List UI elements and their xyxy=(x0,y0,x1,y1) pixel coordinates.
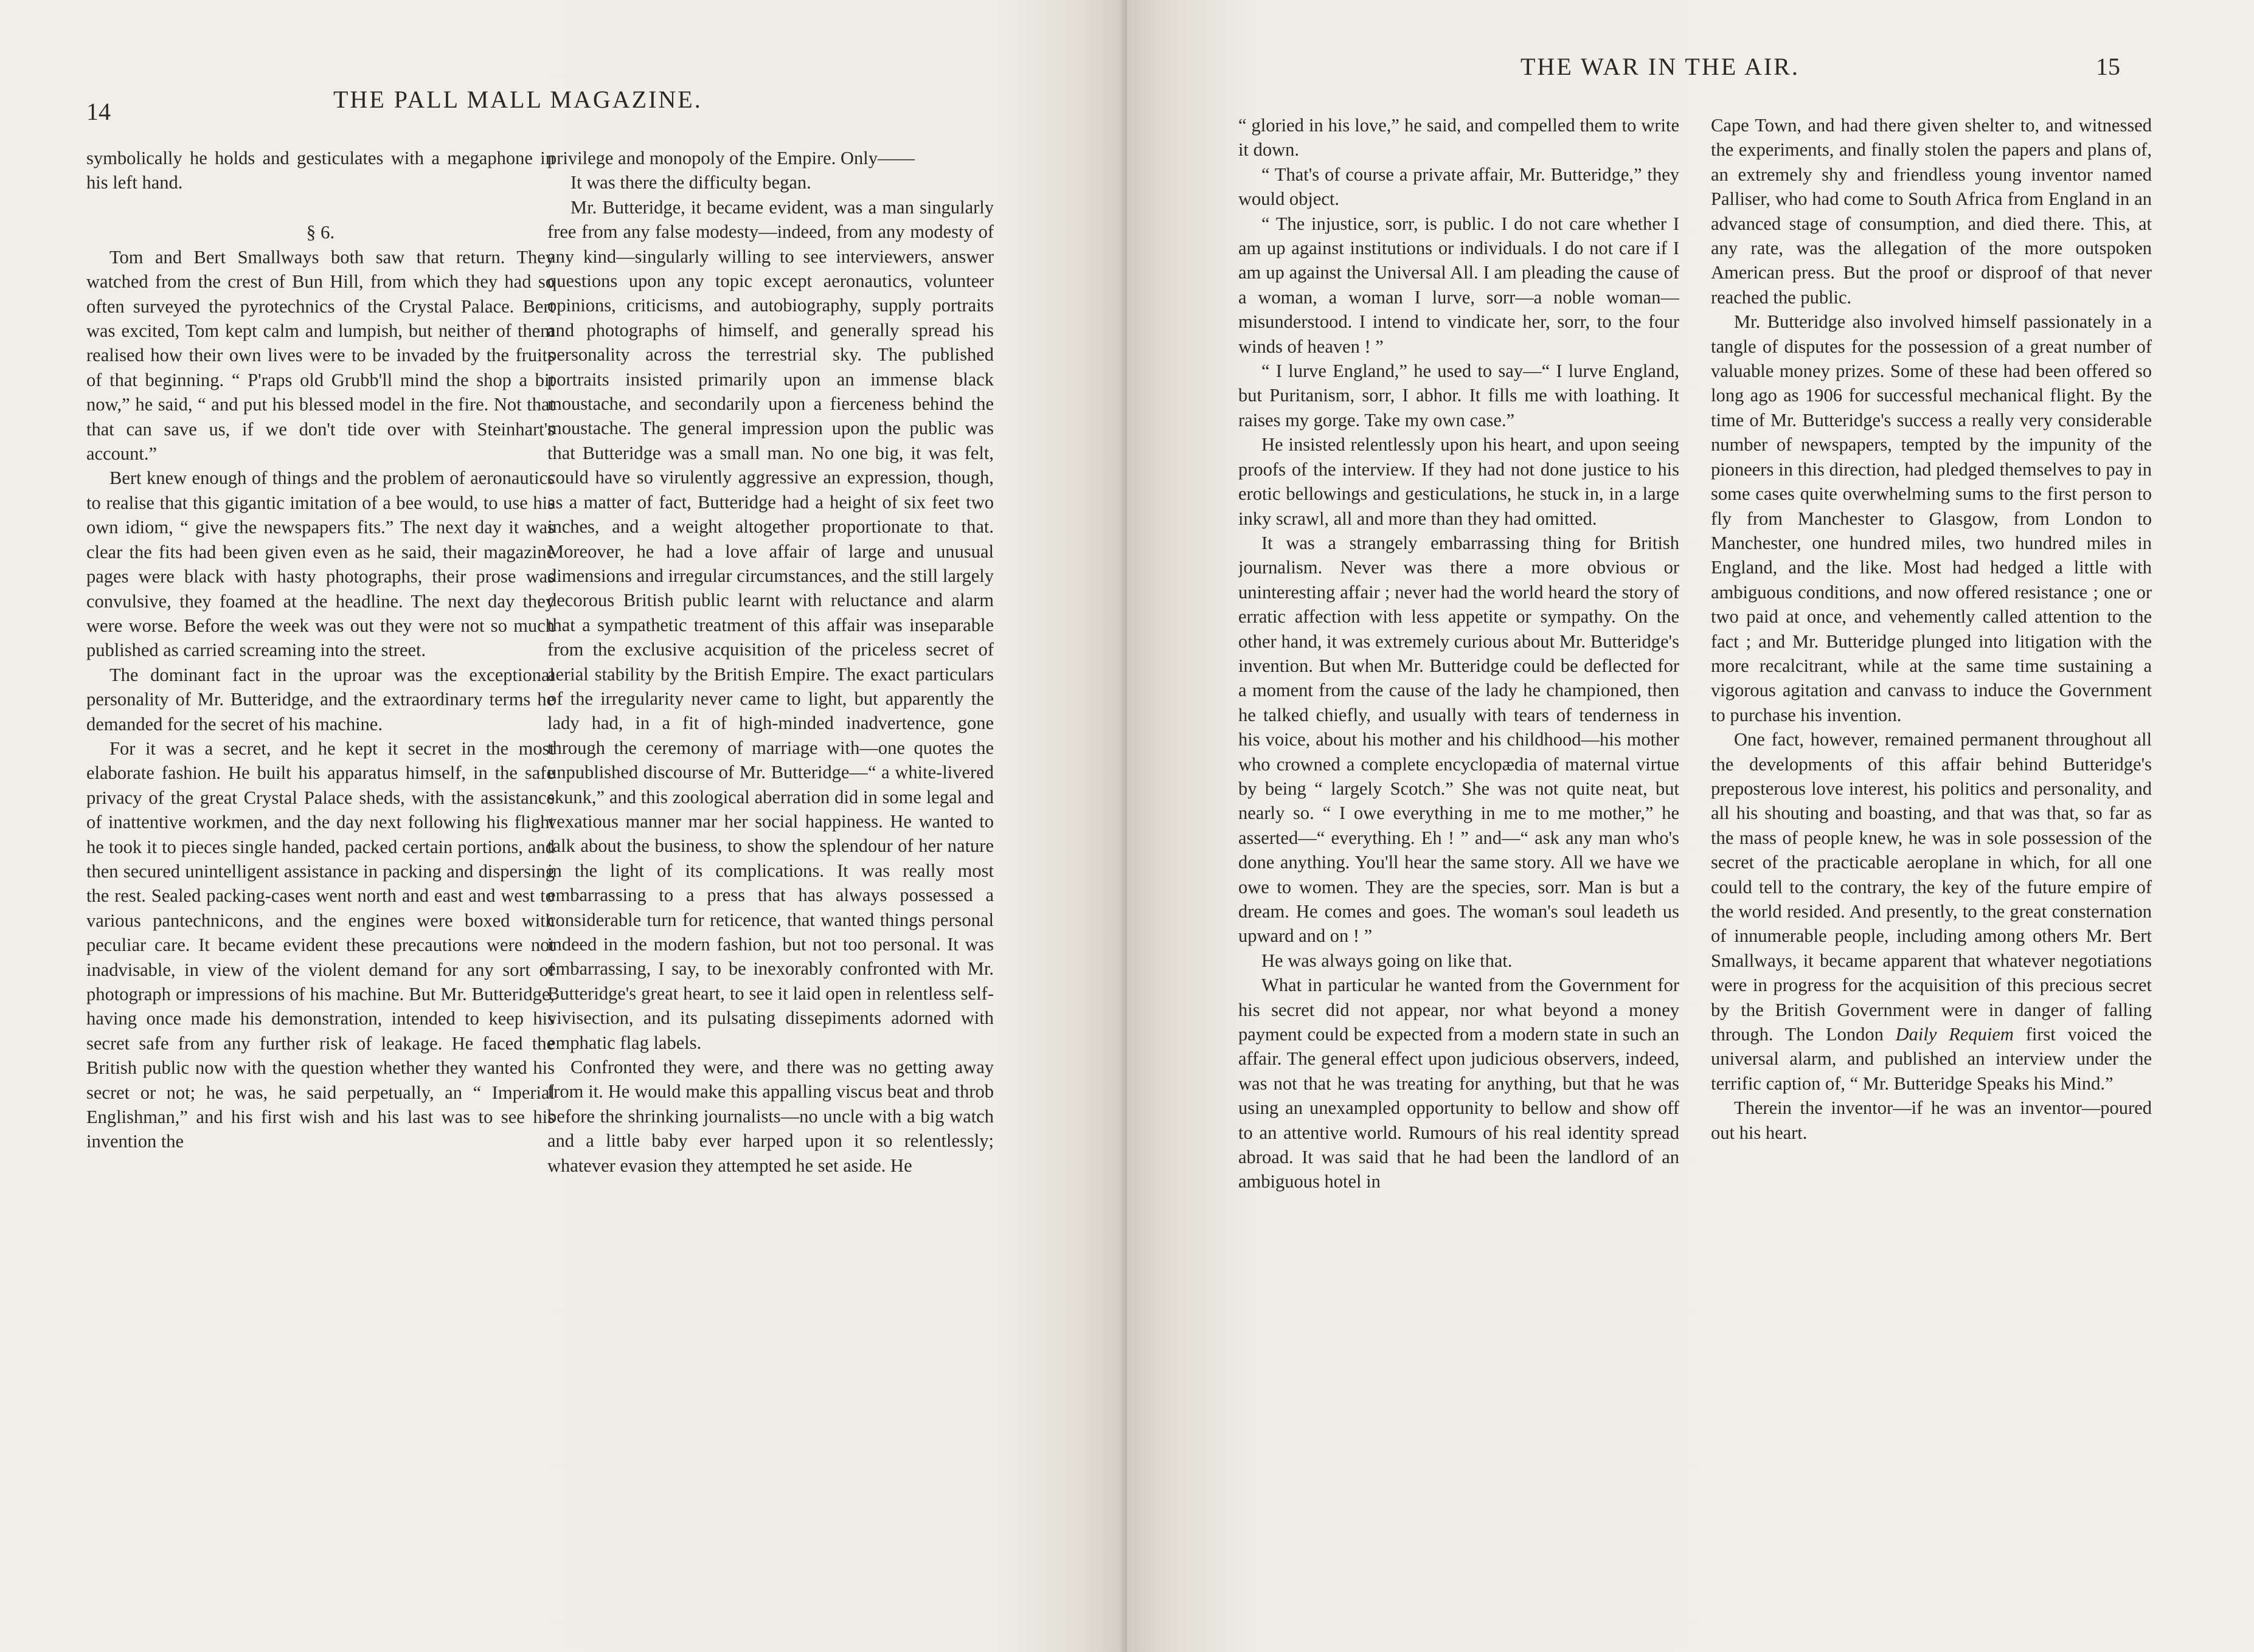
paragraph: privilege and monopoly of the Empire. Only—— xyxy=(547,148,915,168)
paragraph: Tom and Bert Smallways both saw that return. They watched from the crest of Bun Hill, from which they had so often surveyed the pyrotechnics of the Crystal Palace. Bert was excited, Tom kept calm and lumpish, but neither of them realised how their own lives were to be invaded by the fruits of that beginning. “ P'raps old Grubb'll mind the shop a bit now,” he said, “ and put his blessed model in the fire. Not that that can save us, if we don't tide over with Steinhart's account.” xyxy=(86,246,555,465)
paragraph: It was there the difficulty began. xyxy=(570,172,811,193)
paragraph: It was a strangely embarrassing thing for British journalism. Never was there a more obvious or uninteresting affair ; never had the world heard the story of erratic affection with less appetite or sympathy. On the other hand, it was extremely curious about Mr. Butteridge's invention. But when Mr. Butteridge could be deflected for a moment from the cause of the lady he championed, then he talked chiefly, and usually with tears of tenderness in his voice, about his mother and his childhood—his mother who crowned a complete encyclopædia of maternal virtue by being “ largely Scotch.” She was not quite neat, but nearly so. “ I owe everything in me to me mother,” he asserted—“ everything. Eh ! ” and—“ ask any man who's done anything. You'll hear the same story. All we have we owe to women. They are the species, sorr. Man is but a dream. He comes and goes. The woman's soul leadeth us upward and on ! ” xyxy=(1238,532,1679,947)
right-page-column-2 xyxy=(1711,113,2152,1572)
paragraph-text: first voiced the universal alarm, and published an interview under the terrific caption of, “ Mr. Butteridge Speaks his Mind.” xyxy=(1711,1024,2152,1094)
paragraph-text: One fact, however, remained permanent throughout all the developments of this affair behind Butteridge's preposterous love interest, his politics and personality, and all his shouting and boasting, and that was that, so far as the mass of people knew, he was in sole possession of the secret of the practicable aeroplane in which, for all one could tell to the contrary, the key of the future empire of the world resided. And presently, to the great consternation of innumerable people, including among others Mr. Bert Smallways, it became apparent that whatever negotiations were in progress for the acquisition of this precious secret by the British Government were in danger of falling through. The London xyxy=(1711,729,2152,1045)
paragraph: Therein the inventor—if he was an inventor—poured out his heart. xyxy=(1711,1097,2152,1143)
paragraph xyxy=(1711,727,2152,1096)
paragraph: For it was a secret, and he kept it secret in the most elaborate fashion. He built his apparatus himself, in the safe privacy of the great Crystal Palace sheds, with the assistance of inattentive workmen, and the day next following his flight he took it to pieces single handed, packed certain portions, and then secured unintelligent assistance in packing and dispersing the rest. Sealed packing-cases went north and east and west to various pantechnicons, and the engines were boxed with peculiar care. It became evident these precautions were not inadvisable, in view of the violent demand for any sort of photograph or impressions of his machine. But Mr. Butteridge, having once made his demonstration, intended to keep his secret safe from any further risk of leakage. He faced the British public now with the question whether they wanted his secret or not; he was, he said perpetually, an “ Imperial Englishman,” and his first wish and his last was to see his invention the xyxy=(86,738,555,1152)
paragraph: “ The injustice, sorr, is public. I do not care whether I am up against institutions or individuals. I do not care if I am up against the Universal All. I am pleading the cause of a woman, a woman I lurve, sorr—a noble woman—misunderstood. I intend to vindicate her, sorr, to the four winds of heaven ! ” xyxy=(1238,213,1679,357)
page-number: 15 xyxy=(2096,53,2120,80)
paragraph: symbolically he holds and gesticulates with a megaphone in his left hand. xyxy=(86,148,555,193)
left-page-column-1 xyxy=(86,146,555,1605)
page-number: 14 xyxy=(86,98,111,125)
right-page-column-1 xyxy=(1238,113,1679,1572)
newspaper-title: Daily Requiem xyxy=(1895,1024,2014,1045)
right-page xyxy=(1127,0,2254,1652)
paragraph: “ gloried in his love,” he said, and compelled them to write it down. xyxy=(1238,115,1679,161)
paragraph: Confronted they were, and there was no getting away from it. He would make this appalling viscus beat and throb before the shrinking journalists—no uncle with a big watch and a little baby ever harped upon it so relentlessly; whatever evasion they attempted he set aside. He xyxy=(547,1057,994,1176)
paragraph: Cape Town, and had there given shelter to, and witnessed the experiments, and finally stolen the papers and plans of, an extremely shy and friendless young inventor named Palliser, who had come to South Africa from England in an advanced stage of consumption, and died there. This, at any rate, was the allegation of the more outspoken American press. But the proof or disproof of that never reached the public. xyxy=(1711,115,2152,308)
section-heading: § 6. xyxy=(306,221,335,243)
paragraph: Mr. Butteridge also involved himself passionately in a tangle of disputes for the possession of a great number of valuable money prizes. Some of these had been offered so long ago as 1906 for successful mechanical flight. By the time of Mr. Butteridge's success a really very considerable number of newspapers, tempted by the impunity of the pioneers in this direction, had pledged themselves to pay in some cases quite overwhelming sums to the first person to fly from Manchester to Glasgow, from London to Manchester, one hundred miles, two hundred miles in England, and the like. Most had hedged a little with ambiguous conditions, and now offered resistance ; one or two paid at once, and vehemently called attention to the fact ; and Mr. Butteridge plunged into litigation with the more recalcitrant, while at the same time sustaining a vigorous agitation and canvass to induce the Government to purchase his invention. xyxy=(1711,311,2152,725)
paragraph: He was always going on like that. xyxy=(1261,950,1513,971)
running-head: THE WAR IN THE AIR. xyxy=(1521,53,1800,80)
paragraph: Mr. Butteridge, it became evident, was a man singularly free from any false modesty—indeed, from any modesty of any kind—singularly willing to see interviewers, answer questions upon any topic except aeronautics, volunteer opinions, criticisms, and autobiography, supply portraits and photographs of himself, and generally spread his personality across the terrestrial sky. The published portraits insisted primarily upon an immense black moustache, and secondarily upon a fierceness behind the moustache. The general impression upon the public was that Butteridge was a small man. No one big, it was felt, could have so virulently aggressive an expression, though, as a matter of fact, Butteridge had a height of six feet two inches, and a weight altogether proportionate to that. Moreover, he had a love affair of large and unusual dimensions and irregular circumstances, and the still largely decorous British public learnt with reluctance and alarm that a sympathetic treatment of this affair was inseparable from the exclusive acquisition of the priceless secret of aerial stability by the British Empire. The exact particulars of the irregularity never came to light, but apparently the lady had, in a fit of high-minded inadvertence, gone through the ceremony of marriage with—one quotes the unpublished discourse of Mr. Butteridge—“ a white-livered skunk,” and this zoological aberration did in some legal and vexatious manner mar her social happiness. He wanted to talk about the business, to show the splendour of her nature in the light of its complications. It was really most embarrassing to a press that has always possessed a considerable turn for reticence, that wanted things personal indeed in the modern fashion, but not too personal. It was embarrassing, I say, to be inexorably confronted with Mr. Butteridge's great heart, to see it laid open in relentless self-vivisection, and its pulsating dissepiments adorned with emphatic flag labels. xyxy=(547,196,994,1053)
paragraph: “ That's of course a private affair, Mr. Butteridge,” they would object. xyxy=(1238,164,1679,210)
paragraph: “ I lurve England,” he used to say—“ I lurve England, but Puritanism, sorr, I abhor. It fills me with loathing. It raises my gorge. Take my own case.” xyxy=(1238,361,1679,430)
paragraph: Bert knew enough of things and the problem of aeronautics to realise that this gigantic imitation of a bee would, to use his own idiom, “ give the newspapers fits.” The next day it was clear the fits had been given even as he said, their magazine pages were black with hasty photographs, their prose was convulsive, they foamed at the headline. The next day they were worse. Before the week was out they were not so much published as carried screaming into the street. xyxy=(86,468,555,661)
paragraph: The dominant fact in the uproar was the exceptional personality of Mr. Butteridge, and the extraordinary terms he demanded for the secret of his machine. xyxy=(86,664,555,734)
running-head: THE PALL MALL MAGAZINE. xyxy=(333,86,702,113)
paragraph: He insisted relentlessly upon his heart, and upon seeing proofs of the interview. If they had not done justice to his erotic bellowings and gesticulations, he stuck in, in a large inky scrawl, all and more than they had omitted. xyxy=(1238,434,1679,529)
left-page-column-2 xyxy=(547,146,994,1605)
paragraph: What in particular he wanted from the Government for his secret did not appear, nor what beyond a money payment could be expected from a modern state in such an affair. The general effect upon judicious observers, indeed, was not that he was treating for anything, but that he was using an unexampled opportunity to bellow and show off to an attentive world. Rumours of his real identity spread abroad. It was said that he had been the landlord of an ambiguous hotel in xyxy=(1238,975,1679,1192)
